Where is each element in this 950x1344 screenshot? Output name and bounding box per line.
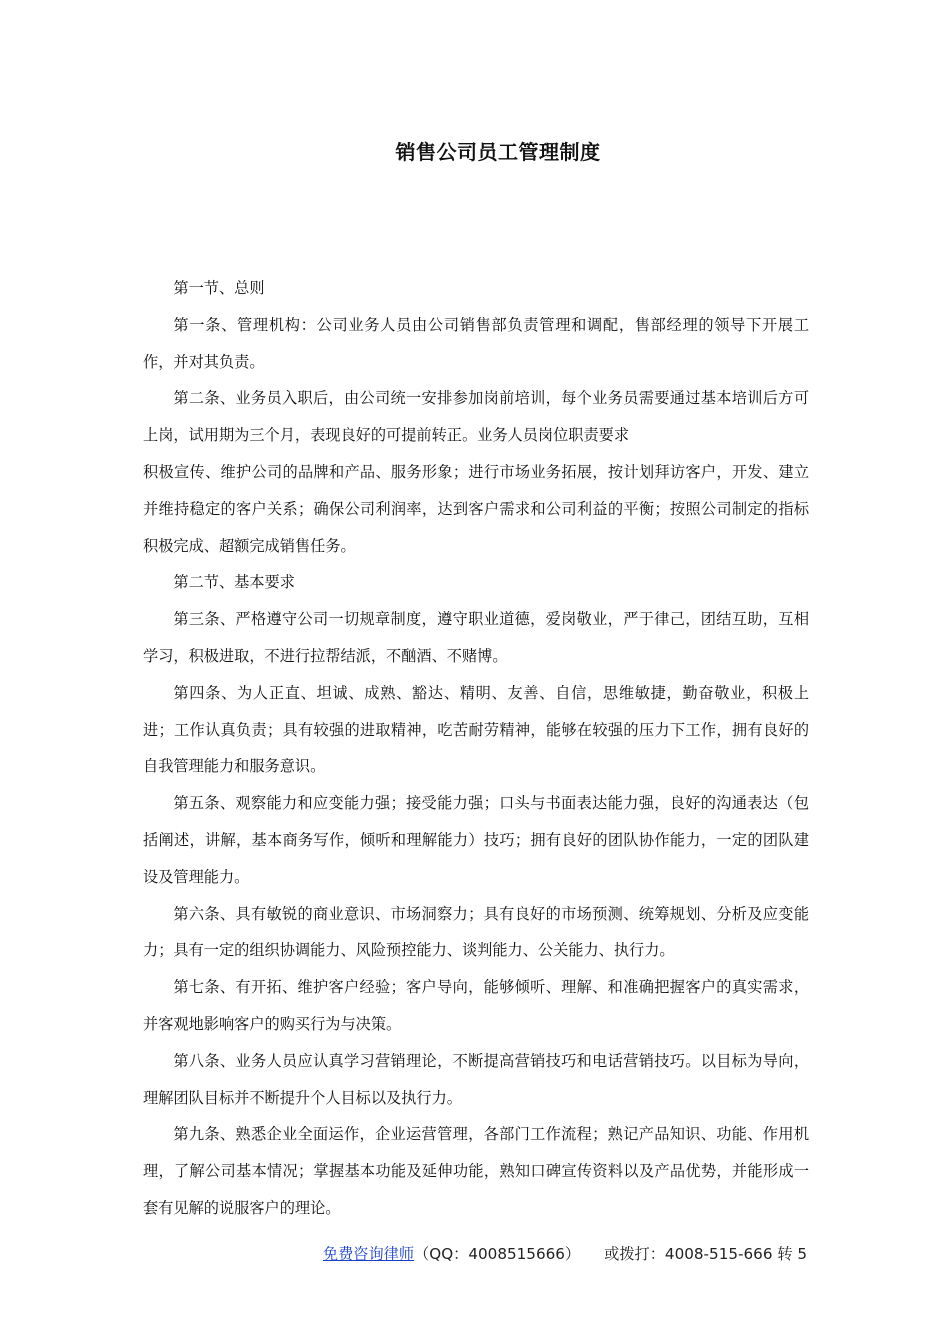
section-heading-1: 第一节、总则 xyxy=(173,279,265,297)
article-5-paragraph: 第五条、观察能力和应变能力强；接受能力强；口头与书面表达能力强，良好的沟通表达（包括阐述，讲解，基本商务写作，倾听和理解能力）技巧；拥有良好的团队协作能力，一定的团队建设及管理能力。 xyxy=(143,794,809,886)
article-8-paragraph: 第八条、业务人员应认真学习营销理论，不断提高营销技巧和电话营销技巧。以目标为导向，理解团队目标并不断提升个人目标以及执行力。 xyxy=(143,1051,809,1107)
article-2-paragraph: 第二条、业务员入职后，由公司统一安排参加岗前培训，每个业务员需要通过基本培训后方可上岗，试用期为三个月，表现良好的可提前转正。业务人员岗位职责要求 xyxy=(143,389,809,445)
article-7-paragraph: 第七条、有开拓、维护客户经验；客户导向，能够倾听、理解、和准确把握客户的真实需求，并客观地影响客户的购买行为与决策。 xyxy=(143,978,809,1033)
document-body xyxy=(143,270,809,1227)
document-title: 销售公司员工管理制度 xyxy=(395,140,601,164)
free-consult-lawyer-link[interactable]: 免费咨询律师 xyxy=(322,1245,415,1263)
footer-qq-text: （QQ：4008515666） xyxy=(414,1245,581,1263)
page-footer xyxy=(323,1240,807,1268)
article-4-paragraph: 第四条、为人正直、坦诚、成熟、豁达、精明、友善、自信，思维敏捷，勤奋敬业，积极上进；工作认真负责；具有较强的进取精神，吃苦耐劳精神，能够在较强的压力下工作，拥有良好的自我管理能力和服务意识。 xyxy=(143,683,809,776)
article-3-paragraph: 第三条、严格遵守公司一切规章制度，遵守职业道德，爱岗敬业，严于律己，团结互助，互相学习，积极进取，不进行拉帮结派，不酗酒、不赌博。 xyxy=(143,610,809,665)
job-duties-paragraph: 积极宣传、维护公司的品牌和产品、服务形象；进行市场业务拓展，按计划拜访客户，开发、建立并维持稳定的客户关系；确保公司利润率，达到客户需求和公司利益的平衡；按照公司制定的指标积极完成、超额完成销售任务。 xyxy=(143,462,809,555)
article-6-paragraph: 第六条、具有敏锐的商业意识、市场洞察力；具有良好的市场预测、统筹规划、分析及应变能力；具有一定的组织协调能力、风险预控能力、谈判能力、公关能力、执行力。 xyxy=(143,904,809,960)
section-heading-2: 第二节、基本要求 xyxy=(173,573,295,592)
article-1-paragraph: 第一条、管理机构：公司业务人员由公司销售部负责管理和调配，售部经理的领导下开展工作，并对其负责。 xyxy=(143,315,809,371)
article-9-paragraph: 第九条、熟悉企业全面运作，企业运营管理，各部门工作流程；熟记产品知识、功能、作用机理，了解公司基本情况；掌握基本功能及延伸功能，熟知口碑宣传资料以及产品优势，并能形成一套有见解的说服客户的理论。 xyxy=(143,1125,809,1217)
footer-phone-text: 或拨打：4008-515-666 转 5 xyxy=(604,1245,807,1263)
